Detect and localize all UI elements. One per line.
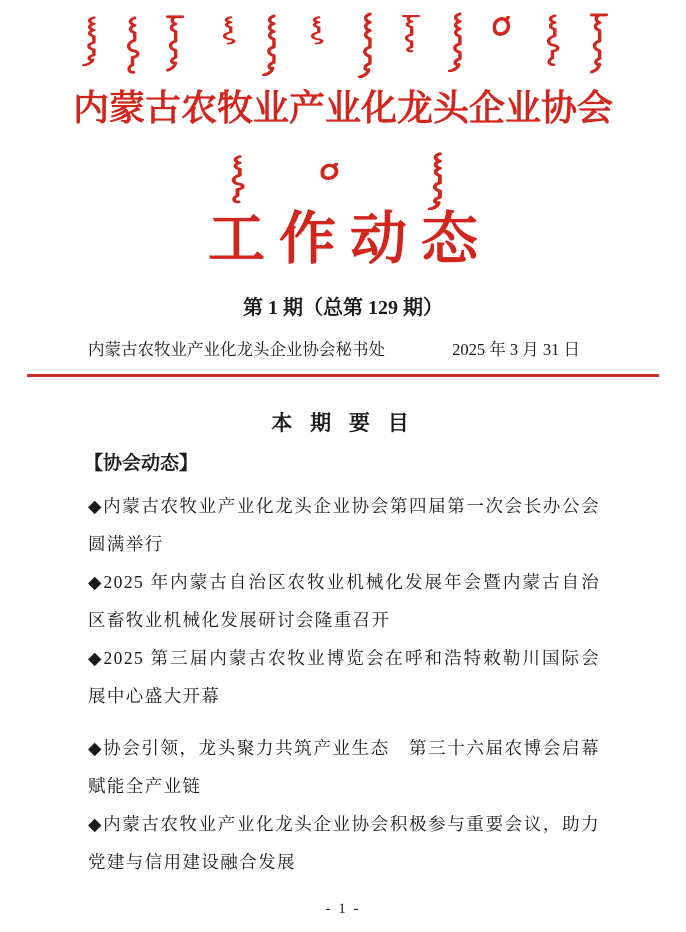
toc-item [88, 639, 600, 715]
toc-item [88, 487, 600, 563]
mongolian-word-icon [586, 12, 611, 74]
mongolian-word-icon [162, 14, 187, 72]
mongolian-word-icon [78, 16, 103, 66]
association-title: 内蒙古农牧业产业化龙头企业协会 [72, 88, 613, 128]
page-number: - 1 - [325, 901, 361, 917]
bulletin-title: 工作动态 [208, 208, 492, 271]
toc-list [88, 487, 600, 881]
toc-item [88, 729, 600, 805]
toc-item-text: ◆2025 第三届内蒙古农牧业博览会在呼和浩特敕勒川国际会展中心盛大开幕 [88, 648, 600, 706]
mongolian-word-icon [354, 12, 379, 78]
issue-line: 第 1 期（总第 129 期） [243, 297, 443, 319]
publisher-name: 内蒙古农牧业产业化龙头企业协会秘书处 [88, 340, 385, 359]
publisher-row [88, 338, 600, 362]
toc-item-text: ◆2025 年内蒙古自治区农牧业机械化发展年会暨内蒙古自治区畜牧业机械化发展研讨会隆重召开 [88, 572, 600, 630]
mongolian-word-icon [304, 16, 329, 56]
mongolian-word-icon [398, 14, 423, 58]
mongolian-word-icon [225, 155, 250, 205]
mongolian-word-icon [318, 163, 343, 185]
mongolian-word-icon [216, 16, 241, 56]
red-divider-line [27, 374, 659, 377]
issue-date: 2025 年 3 月 31 日 [452, 340, 580, 359]
toc-item [88, 805, 600, 881]
section-label: 【协会动态】 [84, 453, 199, 474]
toc-item-text: ◆内蒙古农牧业产业化龙头企业协会积极参与重要会议，助力党建与信用建设融合发展 [88, 814, 600, 872]
toc-item-text: ◆内蒙古农牧业产业化龙头企业协会第四届第一次会长办公会圆满举行 [88, 496, 600, 554]
mongolian-word-icon [258, 14, 283, 76]
mongolian-word-icon [424, 152, 449, 210]
mongolian-word-icon [120, 16, 145, 76]
mongolian-word-icon [490, 16, 515, 42]
toc-heading: 本 期 要 目 [271, 412, 415, 435]
toc-item-text: ◆协会引领，龙头聚力共筑产业生态 第三十六届农博会启幕赋能全产业链 [88, 738, 600, 796]
contents-section [0, 411, 686, 881]
toc-item [88, 563, 600, 639]
masthead [0, 0, 686, 377]
mongolian-word-icon [444, 12, 469, 72]
mongolian-word-icon [540, 14, 565, 68]
